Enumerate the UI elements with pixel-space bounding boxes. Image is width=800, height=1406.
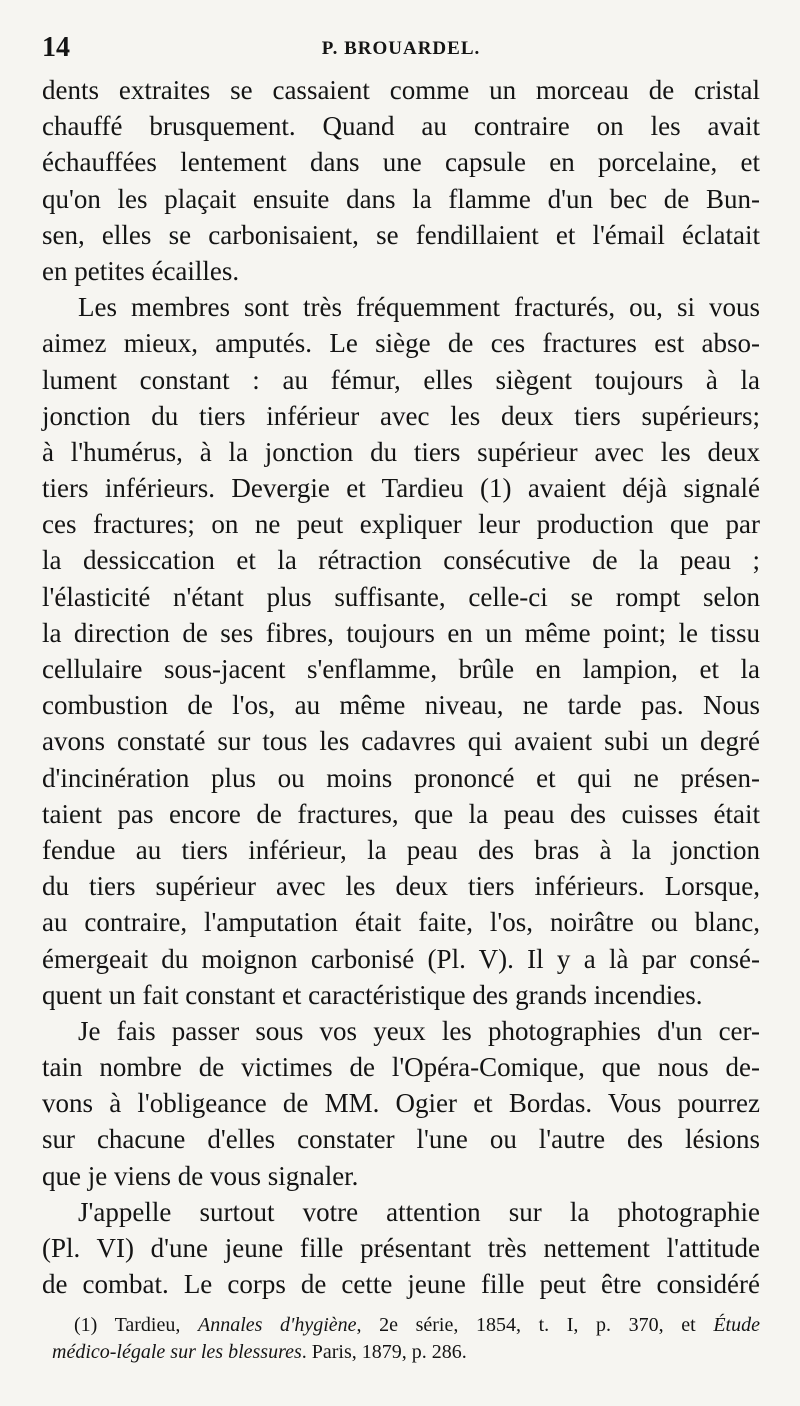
footnote [42, 1312, 760, 1366]
text-line: au contraire, l'amputation était faite, l'os, noirâtre ou blanc, [42, 907, 760, 938]
text-line: J'appelle surtout votre attention sur la photographie [78, 1196, 760, 1227]
text-line: cellulaire sous-jacent s'enflamme, brûle en lampion, et la [42, 654, 760, 684]
text-line: émergeait du moignon carbonisé (Pl. V). Il y a là par consé- [42, 943, 760, 974]
text-line: à l'humérus, à la jonction du tiers supérieur avec les deux [42, 436, 760, 467]
footnote-citation: , 2e série, 1854, t. I, p. 370, et [356, 1314, 714, 1336]
text-line: aimez mieux, amputés. Le siège de ces fractures est abso- [42, 328, 760, 359]
text-line: que je viens de vous signaler. [42, 1160, 359, 1191]
text-line: tain nombre de victimes de l'Opéra-Comique, que nous de- [42, 1052, 760, 1083]
text-line: qu'on les plaçait ensuite dans la flamme d'un bec de Bun- [42, 183, 760, 214]
footnote-publication: . Paris, 1879, p. 286. [301, 1341, 467, 1363]
text-line: vons à l'obligeance de MM. Ogier et Bordas. Vous pourrez [42, 1088, 760, 1119]
text-line: Je fais passer sous vos yeux les photographies d'un cer- [78, 1015, 760, 1046]
text-line: chauffé brusquement. Quand au contraire on les avait [42, 111, 760, 142]
text-line: combustion de l'os, au même niveau, ne tarde pas. Nous [42, 690, 760, 721]
text-line: lument constant : au fémur, elles siègent toujours à la [42, 364, 760, 395]
text-line: l'élasticité n'étant plus suffisante, celle-ci se rompt selon [42, 581, 760, 612]
running-head: P. BROUARDEL. [321, 38, 481, 59]
page-number: 14 [42, 32, 70, 63]
text-line: la dessiccation et la rétraction consécutive de la peau ; [42, 545, 760, 576]
footnote-prefix: (1) Tardieu, [74, 1314, 198, 1336]
text-line: de combat. Le corps de cette jeune fille peut être considéré [42, 1269, 760, 1300]
text-line: dents extraites se cassaient comme un morceau de cristal [42, 75, 760, 105]
text-line: (Pl. VI) d'une jeune fille présentant très nettement l'attitude [42, 1233, 760, 1263]
text-line: la direction de ses fibres, toujours en un même point; le tissu [42, 617, 760, 648]
text-line: échauffées lentement dans une capsule en porcelaine, et [42, 147, 760, 178]
footnote-journal-title: Annales d'hygiène [197, 1314, 357, 1336]
text-line: avons constaté sur tous les cadavres qui avaient subi un degré [42, 726, 760, 757]
text-line: ces fractures; on ne peut expliquer leur production que par [42, 509, 760, 540]
footnote-book-title-end: médico-légale sur les blessures [52, 1341, 302, 1363]
text-line: en petites écailles. [42, 255, 240, 286]
footnote-book-title-start: Étude [713, 1314, 760, 1336]
text-line: fendue au tiers inférieur, la peau des bras à la jonction [42, 834, 760, 865]
text-line: taient pas encore de fractures, que la peau des cuisses était [42, 798, 760, 829]
page-header [42, 30, 760, 70]
text-line: sur chacune d'elles constater l'une ou l'autre des lésions [42, 1124, 760, 1155]
text-line: sen, elles se carbonisaient, se fendillaient et l'émail éclatait [42, 219, 760, 250]
text-line: d'incinération plus ou moins prononcé et qui ne présen- [42, 762, 760, 793]
text-line: jonction du tiers inférieur avec les deux tiers supérieurs; [42, 400, 760, 431]
body-text [42, 72, 760, 1302]
text-line: du tiers supérieur avec les deux tiers inférieurs. Lorsque, [42, 871, 760, 902]
text-line: Les membres sont très fréquemment fracturés, ou, si vous [78, 292, 760, 323]
footnote-line-2 [42, 1339, 760, 1366]
footnote-line-1 [42, 1312, 760, 1339]
text-line: quent un fait constant et caractéristique des grands incendies. [42, 979, 703, 1010]
text-line: tiers inférieurs. Devergie et Tardieu (1) avaient déjà signalé [42, 473, 760, 504]
